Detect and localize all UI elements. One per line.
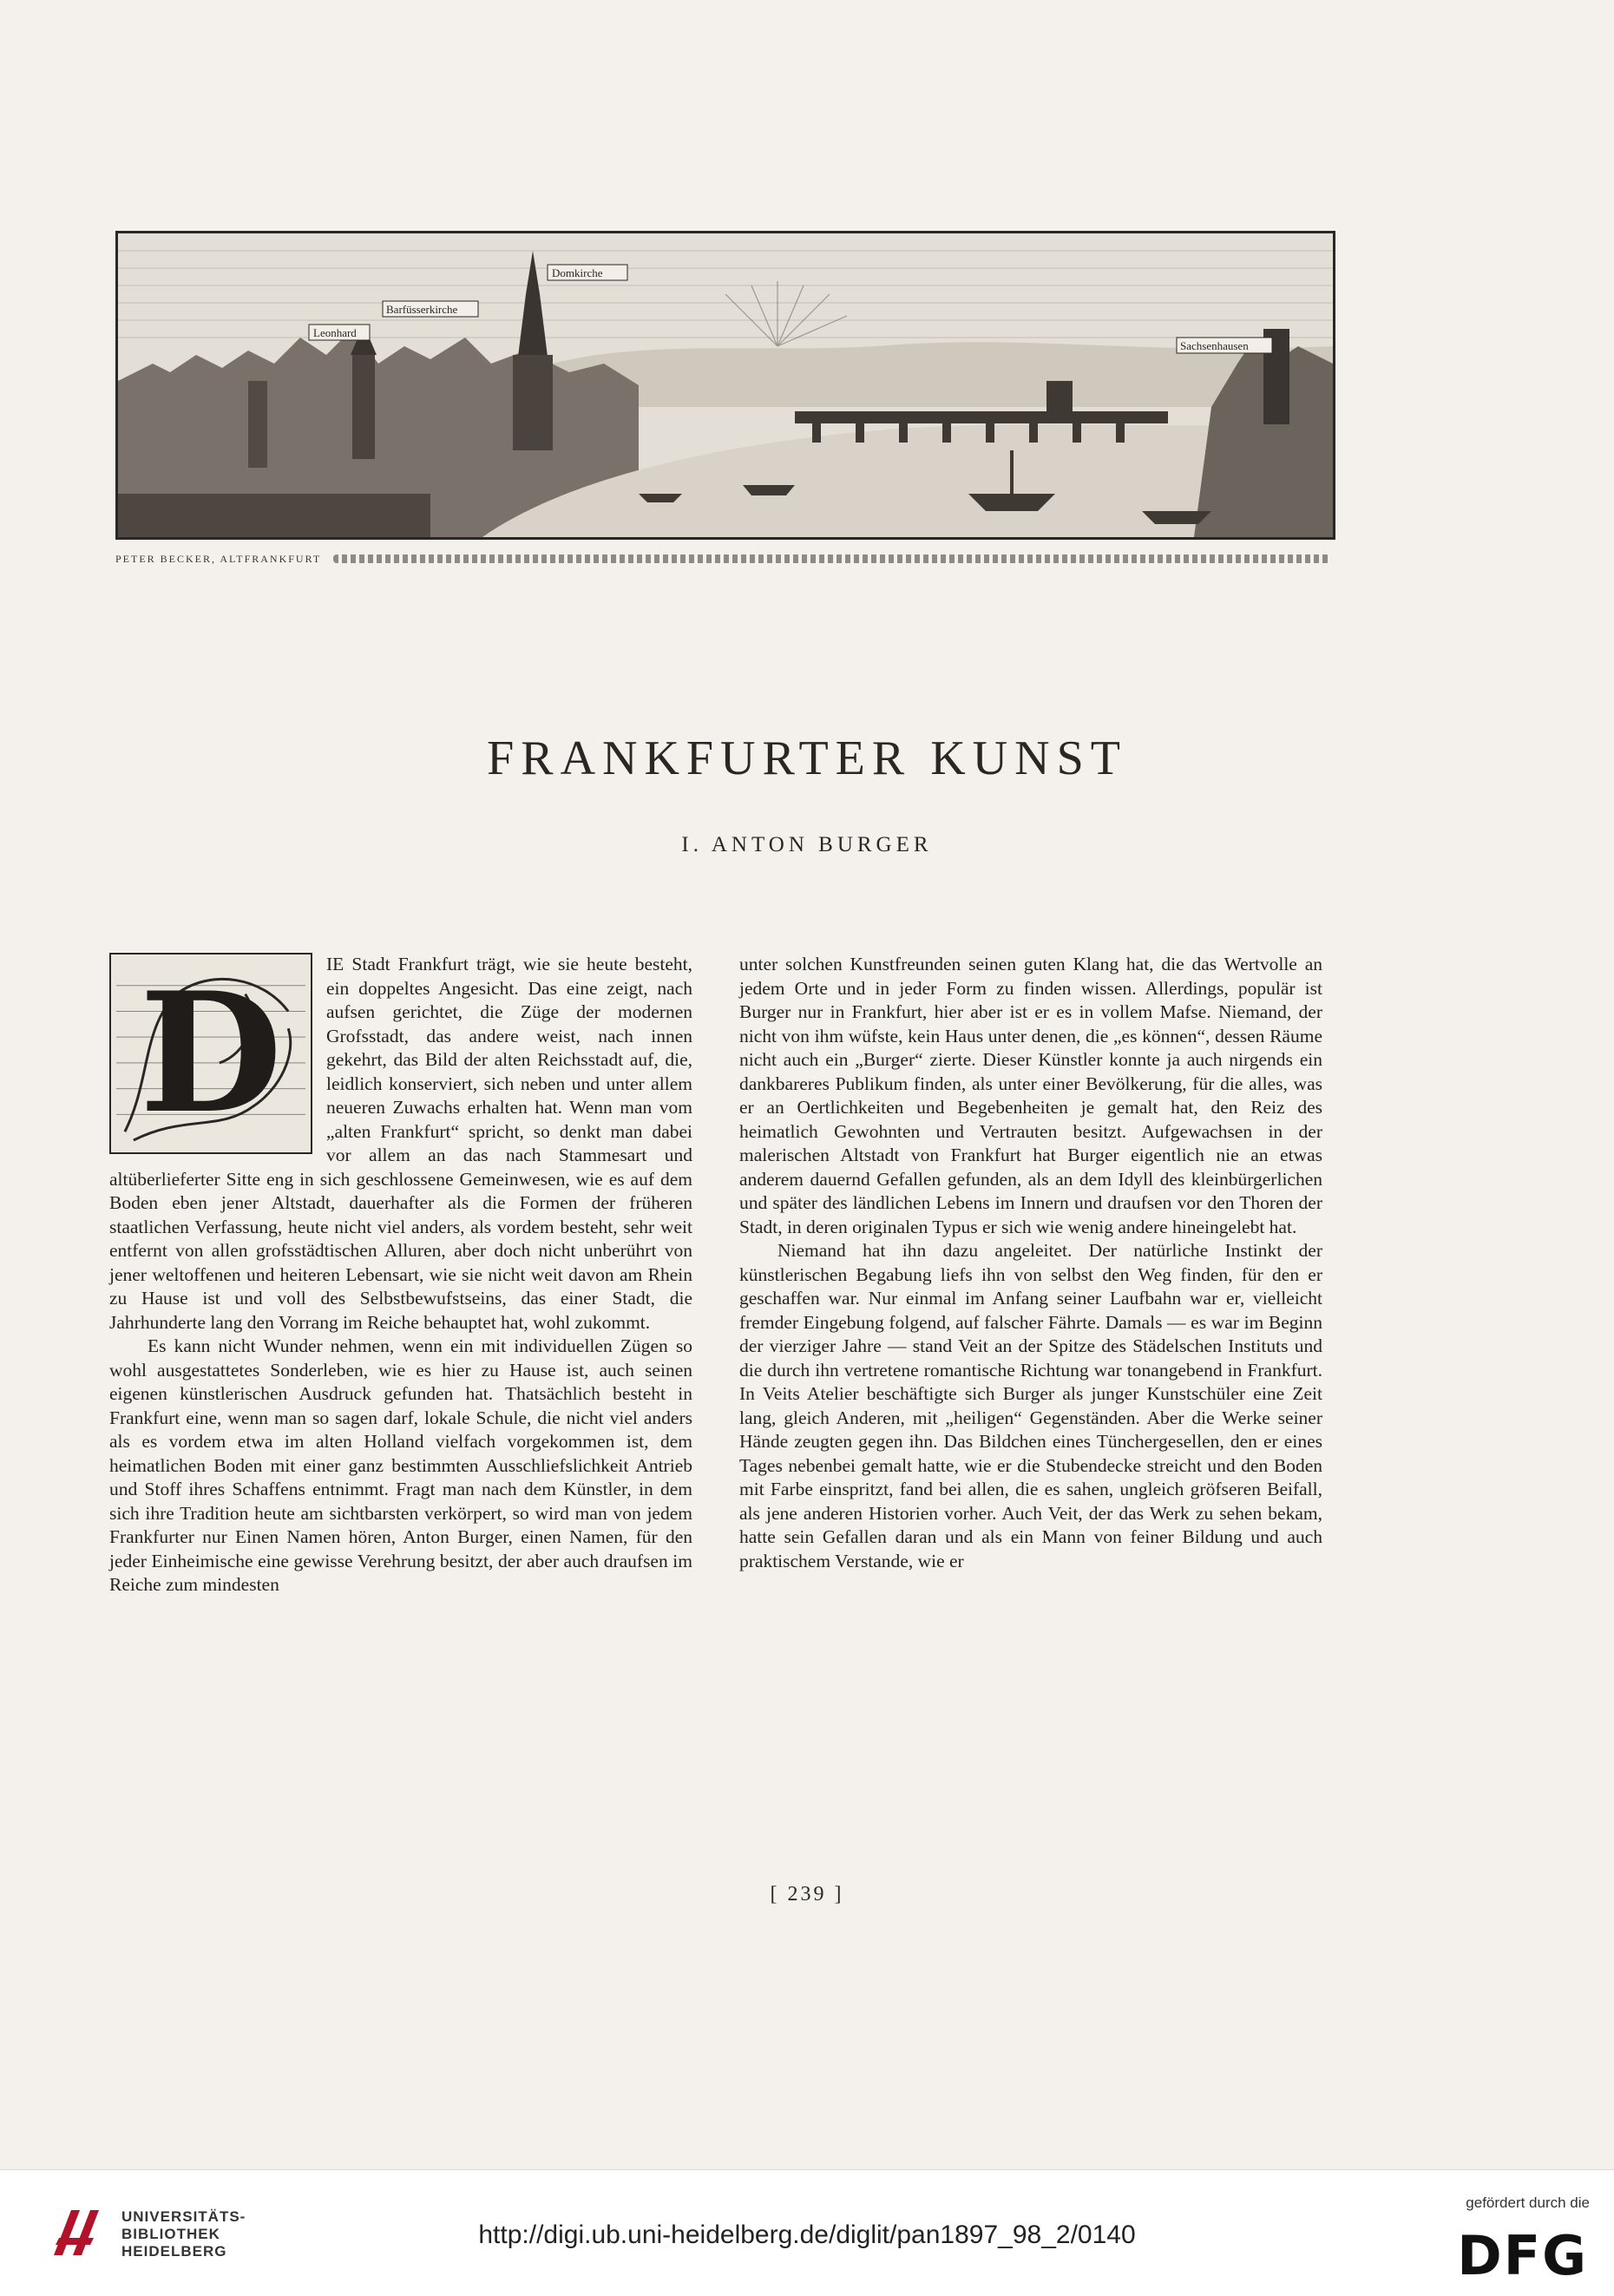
svg-text:Domkirche: Domkirche [552,266,603,279]
svg-text:Barfüsserkirche: Barfüsserkirche [386,303,458,316]
dfg-logo[interactable]: DFG [1457,2224,1588,2287]
initial-letter: D [139,956,283,1150]
digitization-footer [0,2169,1614,2296]
caption-ornament-border [333,554,1330,563]
institution-line-2: BIBLIOTHEK [121,2226,220,2242]
permalink-url[interactable]: http://digi.ub.uni-heidelberg.de/diglit/pan1897_98_2/0140 [478,2221,1136,2249]
institution-line-1: UNIVERSITÄTS- [121,2208,246,2225]
institution-line-3: HEIDELBERG [121,2243,227,2260]
page-number: [ 239 ] [770,1883,844,1906]
city-panorama-etching-icon [118,233,1333,537]
city-panorama-illustration [115,231,1335,540]
left-column [109,953,692,1597]
sponsor-label: gefördert durch die [1466,2194,1590,2211]
svg-text:Leonhard: Leonhard [313,326,357,339]
paragraph-4: Niemand hat ihn dazu angeleitet. Der natürliche Instinkt der künstlerischen Begabung liefs ihn von selbst den Weg finden, für den er geschaffen war. Nur einmal im Anfang seiner Laufbahn war er, vielleicht fremder Eingebung folgend, auf falscher Fährte. Damals — es war im Beginn der vierziger Jahre — stand Veit an der Spitze des Städelschen Instituts und die durch ihn vertretene romantische Richtung war tonangebend in Frankfurt. In Veits Atelier beschäftigte sich Burger als junger Kunstschüler eine Zeit lang, gleich Anderen, mit „heiligen“ Gegenständen. Aber die Werke seiner Hände zeugten gegen ihn. Das Bildchen eines Tünchergesellen, den er eines Tages nebenbei gemalt hatte, wie er die Stubendecke streicht und den Boden mit Farbe einspritzt, fand bei allen, die es sahen, ungleich gröfseren Beifall, als jene anderen Historien vorher. Auch Veit, der das Werk zu sehen bekam, hatte sein Gefallen daran und als ein Mann von feiner Bildung und auch praktischem Verstande, wie er [739,1240,1322,1571]
ornamental-initial [109,953,312,1154]
article-title: FRANKFURTER KUNST [487,731,1127,785]
right-column [739,953,1322,1573]
paragraph-2: Es kann nicht Wunder nehmen, wenn ein mit individuellen Zügen so wohl ausgestattetes Sonderleben, wie es hier zu Hause ist, auch seinen eigenen künstlerischen Ausdruck gefunden hat. Thatsächlich besteht in Frankfurt eine, wenn man so sagen darf, lokale Schule, die nicht viel anders als es vordem etwa im alten Holland vielfach vorgekommen ist, dem heimatlichen Boden mit einer ganz bestimmten Ausschliefslichkeit Antrieb und Stoff ihres Schaffens entnimmt. Fragt man nach dem Künstler, in dem sich ihre Tradition heute am sichtbarsten verkörpert, so wird man von jedem Frankfurter nur Einen Namen hören, Anton Burger, einen Namen, für den jeder Einheimische eine gewisse Verehrung besitzt, der aber auch draufsen im Reiche zum mindesten [109,1335,692,1595]
plate-caption: PETER BECKER, ALTFRANKFURT [115,552,322,565]
paragraph-1: IE Stadt Frankfurt trägt, wie sie heute besteht, ein doppeltes Angesicht. Das eine zeigt, nach aufsen gerichtet, die Züge der modernen Grofsstadt, das andere weist, nach innen gekehrt, das Bild der alten Reichsstadt auf, die, leidlich konserviert, sich neben und unter allem neueren Zuwachs erhalten hat. Wenn man vom „alten Frankfurt“ spricht, so denkt man dabei vor allem an das nach Stammesart und altüberlieferter Sitte eng in sich geschlossene Gemeinwesen, wie es auf dem Boden eben jener Altstadt, dauerhafter als die Formen der früheren staatlichen Verfassung, heute nicht viel anders, als vordem besteht, sehr weit entfernt von allen grofsstädtischen Alluren, aber doch nicht unberührt von jener weltoffenen und heiteren Lebensart, wie sie nicht weit davon am Rhein zu Hause ist und voll des Selbstbewufstseins, das einer Stadt, die Jahrhunderte lang den Vorrang im Reiche behauptet hat, wohl zukommt. [109,954,692,1333]
paragraph-3: unter solchen Kunstfreunden seinen guten Klang hat, die das Wertvolle an jedem Orte und in jeder Form zu finden wissen. Allerdings, populär ist Burger nur in Frankfurt, hier aber ist er es in vollem Mafse. Niemand, der nicht von ihm wüfste, kein Haus unter denen, die „es können“, dessen Räume nicht auch ein „Burger“ zierte. Dieser Künstler konnte ja auch nirgends ein dankbareres Publikum finden, als unter einer Bevölkerung, für die alles, was er an Oertlichkeiten und Begebenheiten je gemalt hat, den Reiz des heimatlich Gewohnten und Vertrauten besitzt. Aufgewachsen in der malerischen Altstadt von Frankfurt hat Burger eigentlich nie an etwas anderem dauernd Gefallen gefunden, als an dem Idyll des kleinbürgerlichen und später des ländlichen Lebens im Innern und draufsen vor den Thoren der Stadt, in deren originalen Typus er sich wie wenig andere hineingelebt hat. [739,954,1322,1237]
svg-text:Sachsenhausen: Sachsenhausen [1180,339,1249,352]
plate-caption-row [115,548,1330,569]
article-subtitle: I. ANTON BURGER [681,833,933,856]
